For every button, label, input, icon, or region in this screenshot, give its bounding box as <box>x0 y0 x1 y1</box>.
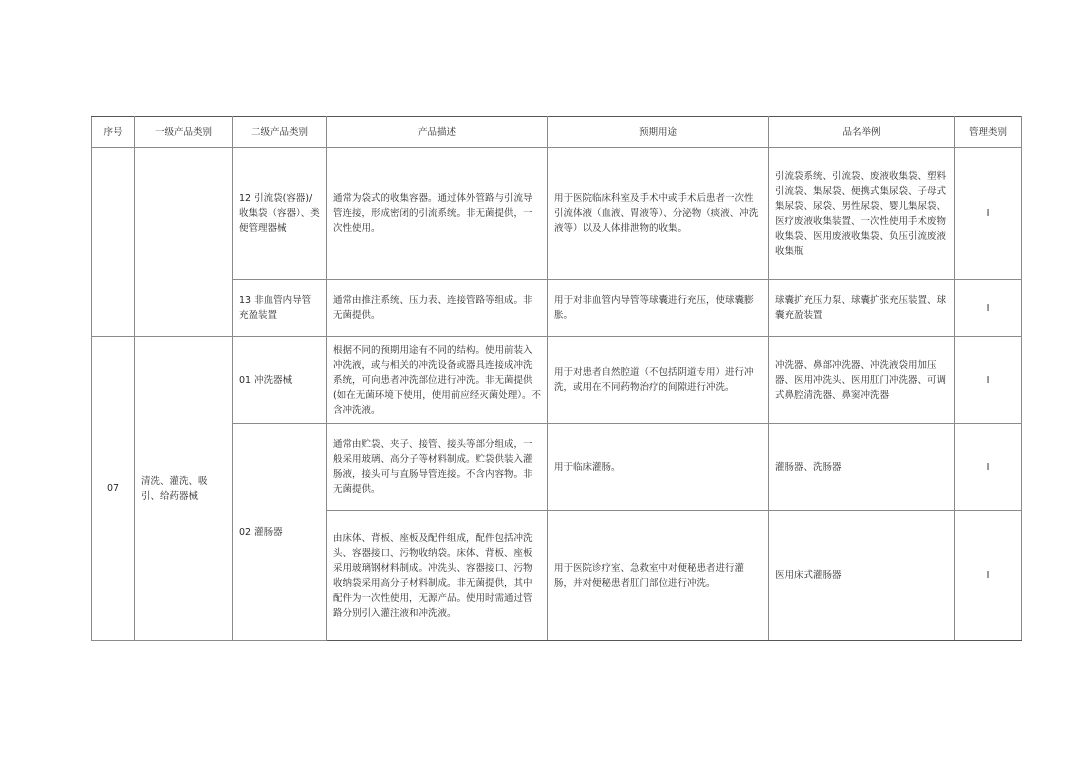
table-row <box>92 148 1022 280</box>
cell-intended-use: 用于对患者自然腔道（不包括阴道专用）进行冲洗，或用在不同药物治疗的间隙进行冲洗。 <box>548 337 769 424</box>
cell-category: 清洗、灌洗、吸引、给药器械 <box>135 337 233 641</box>
cell-seq <box>92 148 135 337</box>
cell-intended-use: 用于医院诊疗室、急救室中对便秘患者进行灌肠，并对便秘患者肛门部位进行冲洗。 <box>548 511 769 641</box>
table-header <box>92 117 1022 148</box>
cell-class: I <box>955 337 1022 424</box>
cell-subcategory: 12 引流袋(容器)/收集袋（容器）、类便管理器械 <box>233 148 327 280</box>
header-category-level1: 一级产品类别 <box>135 117 233 148</box>
header-seq: 序号 <box>92 117 135 148</box>
cell-intended-use: 用于医院临床科室及手术中或手术后患者一次性引流体液（血液、胃液等）、分泌物（痰液、冲洗液等）以及人体排泄物的收集。 <box>548 148 769 280</box>
cell-class: I <box>955 511 1022 641</box>
cell-examples: 球囊扩充压力泵、球囊扩张充压装置、球囊充盈装置 <box>769 280 955 337</box>
cell-class: I <box>955 424 1022 511</box>
cell-examples: 引流袋系统、引流袋、废液收集袋、塑料引流袋、集尿袋、便携式集尿袋、子母式集尿袋、尿袋、男性尿袋、婴儿集尿袋、医疗废液收集装置、一次性使用手术废物收集袋、医用废液收集袋、负压引流废液收集瓶 <box>769 148 955 280</box>
cell-examples: 灌肠器、洗肠器 <box>769 424 955 511</box>
cell-intended-use: 用于对非血管内导管等球囊进行充压，使球囊膨胀。 <box>548 280 769 337</box>
header-examples: 品名举例 <box>769 117 955 148</box>
cell-description: 通常为袋式的收集容器。通过体外管路与引流导管连接，形成密闭的引流系统。非无菌提供，一次性使用。 <box>327 148 548 280</box>
table-row <box>92 337 1022 424</box>
cell-subcategory: 01 冲洗器械 <box>233 337 327 424</box>
cell-description: 通常由贮袋、夹子、接管、接头等部分组成，一般采用玻璃、高分子等材料制成。贮袋供装入灌肠液，接头可与直肠导管连接。不含内容物。非无菌提供。 <box>327 424 548 511</box>
cell-description: 由床体、背板、座板及配件组成，配件包括冲洗头、容器接口、污物收纳袋。床体、背板、座板采用玻璃钢材料制成。冲洗头、容器接口、污物收纳袋采用高分子材料制成。非无菌提供，其中配件为一次性使用，无源产品。使用时需通过管路分别引入灌注液和冲洗液。 <box>327 511 548 641</box>
cell-intended-use: 用于临床灌肠。 <box>548 424 769 511</box>
cell-subcategory: 13 非血管内导管充盈装置 <box>233 280 327 337</box>
cell-subcategory: 02 灌肠器 <box>233 424 327 641</box>
cell-class: I <box>955 280 1022 337</box>
cell-seq: 07 <box>92 337 135 641</box>
cell-examples: 冲洗器、鼻部冲洗器、冲洗液袋用加压器、医用冲洗头、医用肛门冲洗器、可调式鼻腔清洗器、鼻窦冲洗器 <box>769 337 955 424</box>
cell-description: 通常由推注系统、压力表、连接管路等组成。非无菌提供。 <box>327 280 548 337</box>
header-category-level2: 二级产品类别 <box>233 117 327 148</box>
cell-category <box>135 148 233 337</box>
catalog-table <box>91 116 1022 641</box>
header-intended-use: 预期用途 <box>548 117 769 148</box>
cell-description: 根据不同的预期用途有不同的结构。使用前装入冲洗液，或与相关的冲洗设备或器具连接成冲洗系统，可向患者冲洗部位进行冲洗。非无菌提供(如在无菌环境下使用，使用前应经灭菌处理）。不含冲洗液。 <box>327 337 548 424</box>
header-management-class: 管理类别 <box>955 117 1022 148</box>
cell-class: I <box>955 148 1022 280</box>
header-description: 产品描述 <box>327 117 548 148</box>
cell-examples: 医用床式灌肠器 <box>769 511 955 641</box>
